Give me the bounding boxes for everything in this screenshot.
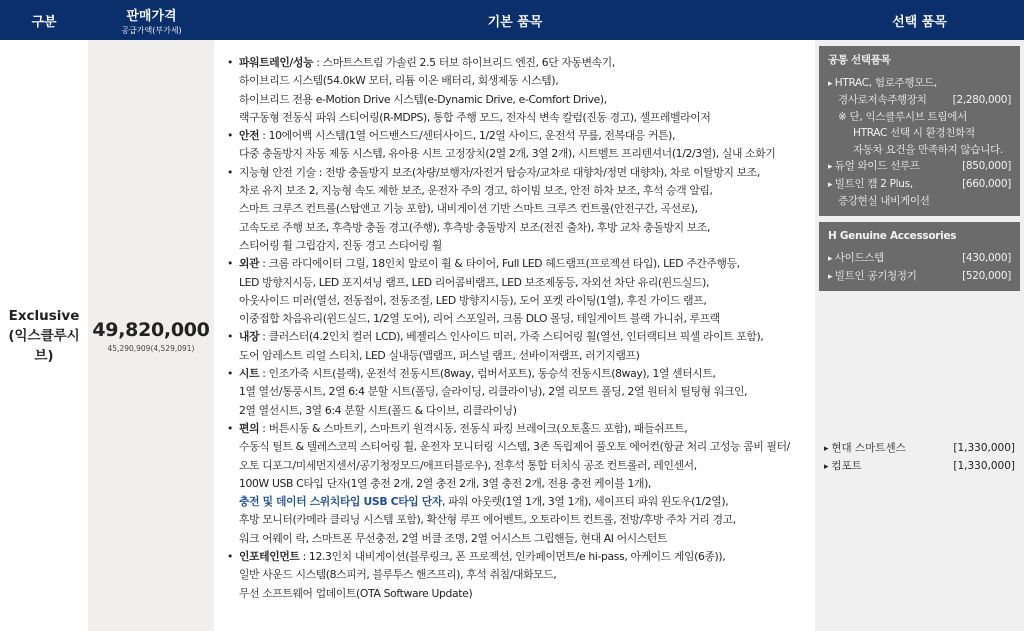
accessory-item [828, 268, 1011, 286]
basic-item-section [223, 365, 815, 420]
basic-item-line [239, 328, 815, 346]
accessory-item [828, 250, 1011, 268]
basic-item-text: : 10에어백 시스템(1열 어드밴스드/센터사이드, 1/2열 사이드, 운전석 무릎, 전복대응 커튼), [259, 129, 676, 143]
common-options-box [819, 46, 1020, 216]
option-name: ▸ 빌트인 캠 2 Plus, [828, 176, 913, 194]
basic-item-label: 파워트레인/성능 [239, 56, 314, 69]
option-price: [850,000] [962, 160, 1011, 172]
basic-item-text: 하이브리드 시스템(54.0kW 모터, 리튬 이온 배터리, 회생제동 시스템), [239, 74, 559, 88]
option-price: [1,330,000] [953, 442, 1015, 454]
basic-item-text: : 크롬 라디에이터 그릴, 18인치 알로이 휠 & 타이어, Full LED 헤드램프(프로젝션 타입), LED 주간주행등, [259, 257, 740, 271]
basic-item-text: 차로 유지 보조 2, 지능형 속도 제한 보조, 운전자 주의 경고, 하이빔 보조, 안전 하차 보조, 후석 승객 알림, [239, 184, 713, 198]
option-items [815, 40, 1024, 631]
basic-item-text: 스티어링 휠 그립감지, 진동 경고 스티어링 휠 [239, 238, 443, 252]
basic-item-text: 무선 소프트웨어 업데이트(OTA Software Update) [239, 586, 473, 600]
basic-item-line [239, 402, 815, 420]
option-price: [520,000] [962, 269, 1011, 282]
basic-item-line [239, 438, 815, 456]
option-price: [1,330,000] [953, 460, 1015, 472]
basic-item-text: 1열 열선/통풍시트, 2열 6:4 분할 시트(폴딩, 슬라이딩, 리클라이닝), 2열 리모트 폴딩, 2열 원터치 틸팅형 워크인, [239, 385, 748, 399]
basic-item-label: 인포테인먼트 [239, 550, 300, 564]
basic-item-text: 2열 열선시트, 3열 6:4 분할 시트(폴드 & 다이브, 리클라이닝) [239, 403, 517, 417]
accessories-box [819, 222, 1020, 292]
basic-item-section [223, 420, 815, 548]
basic-item-line [239, 548, 815, 566]
header-basic: 기본 품목 [487, 14, 543, 30]
basic-item-line [239, 237, 815, 255]
basic-item-line [239, 200, 815, 218]
header-price-label: 판매가격 [126, 8, 177, 24]
trim-cell [0, 40, 88, 631]
price-total: 49,820,000 [92, 318, 210, 341]
header-price [88, 0, 215, 40]
basic-item-line [239, 310, 815, 328]
highlighted-feature: 충전 및 데이터 스위치타입 USB C타입 단자 [239, 495, 442, 509]
header-trim: 구분 [31, 14, 57, 30]
package-item [824, 440, 1015, 458]
basic-item-text: 다중 충돌방지 자동 제동 시스템, 유아용 시트 고정장치(2열 2개, 3열 2개), 시트벨트 프리텐셔너(1/2/3열), 실내 소화기 [239, 147, 776, 161]
basic-item-text: : 클러스터(4.2인치 컬러 LCD), 베젤리스 인사이드 미러, 가죽 스티어링 휠(열선, 인터랙티브 픽셀 라이트 포함), [259, 330, 764, 344]
basic-item-line [239, 219, 815, 237]
basic-item-text: 워크 어웨이 락, 스마트폰 무선충전, 2열 버클 조명, 2열 어시스트 그립핸들, 현대 AI 어시스턴트 [239, 531, 668, 545]
basic-item-text: , 파워 아웃렛(1열 1개, 3열 1개), 세이프티 파워 윈도우(1/2열), [441, 495, 729, 509]
header-price-sub: 공급가액(부가세) [121, 25, 182, 35]
basic-item-line [239, 164, 815, 182]
basic-item-text: : 스마트스트림 가솔린 2.5 터보 하이브리드 엔진, 6단 자동변속기, [313, 56, 615, 69]
option-note: HTRAC 선택 시 환경친화적 [853, 127, 975, 139]
option-name: ▸ 사이드스텝 [828, 250, 884, 268]
option-sunroof [828, 158, 1011, 176]
option-name: 증강현실 내비게이션 [838, 195, 930, 207]
basic-item-line [239, 511, 815, 529]
option-htrac-line2 [828, 92, 1011, 109]
package-options [819, 440, 1020, 476]
basic-item-text: : 인조가죽 시트(블랙), 운전석 전동시트(8way, 럼버서포트), 동승석 전동시트(8way), 1열 센터시트, [259, 367, 716, 381]
basic-item-section [223, 54, 815, 127]
basic-item-section [223, 255, 815, 328]
basic-item-line [239, 255, 815, 273]
option-price: [2,280,000] [952, 94, 1011, 106]
basic-item-line [239, 383, 815, 401]
basic-item-text: 이중접합 차음유리(윈드실드, 1/2열 도어), 리어 스포일러, 크롬 DLO 몰딩, 테일게이트 블랙 가니쉬, 루프랙 [239, 312, 720, 326]
basic-item-text: 후방 모니터(카메라 클리닝 시스템 포함), 확산형 루프 에어벤트, 오토라이트 컨트롤, 전방/후방 주차 거리 경고, [239, 513, 736, 527]
basic-item-line [239, 72, 815, 90]
basic-item-line [239, 420, 815, 438]
basic-item-line [239, 585, 815, 603]
basic-item-line [239, 347, 815, 365]
common-options-title: 공통 선택품목 [828, 54, 891, 66]
basic-item-line [239, 127, 815, 145]
basic-item-line [239, 54, 815, 72]
basic-item-line [239, 292, 815, 310]
price-cell [88, 40, 215, 631]
basic-item-label: 외관 [239, 257, 260, 271]
basic-item-line [239, 530, 815, 548]
basic-item-section [223, 164, 815, 255]
basic-item-label: 편의 [239, 421, 260, 435]
price-sub: 45,290,909(4,529,091) [107, 343, 195, 353]
option-name: ▸ HTRAC, 험로주행모드, [828, 75, 937, 93]
basic-item-line [239, 145, 815, 163]
package-item [824, 458, 1015, 476]
basic-item-text: 스마트 크루즈 컨트롤(스탑앤고 기능 포함), 내비게이션 기반 스마트 크루즈 컨트롤(안전구간, 곡선로), [239, 202, 698, 216]
basic-item-text: 하이브리드 전용 e-Motion Drive 시스템(e-Dynamic Drive, e-Comfort Drive), [239, 92, 607, 106]
basic-item-line [239, 475, 815, 493]
option-name: ▸ 현대 스마트센스 [824, 440, 906, 458]
basic-item-text: LED 방향지시등, LED 포지셔닝 램프, LED 리어콤비램프, LED 보조제동등, 자외선 차단 유리(윈드실드), [239, 275, 710, 289]
trim-name: Exclusive [8, 307, 80, 324]
basic-item-text: 100W USB C타입 단자(1열 충전 2개, 2열 충전 2개, 3열 충전 2개, 전용 충전 케이블 1개), [239, 476, 652, 490]
basic-item-text: 일반 사운드 시스템(8스피커, 블루투스 핸즈프리), 후석 취침/대화모드, [239, 568, 557, 582]
basic-item-line [239, 493, 815, 511]
option-price: [430,000] [962, 252, 1011, 264]
option-cam [828, 176, 1011, 194]
basic-item-text: 오토 디포그/미세먼지센서/공기청정모드/애프터블로우), 전후석 통합 터치식 공조 컨트롤러, 레인센서, [239, 458, 697, 472]
accessories-title: H Genuine Accessories [828, 229, 957, 242]
basic-item-line [239, 566, 815, 584]
option-price: [660,000] [962, 177, 1011, 190]
basic-item-label: 안전 [239, 129, 260, 143]
option-note: ※ 단, 익스클루시브 트림에서 [838, 110, 967, 123]
option-name: ▸ 빌트인 공기청정기 [828, 268, 917, 286]
basic-item-line [239, 109, 815, 127]
basic-items [215, 40, 815, 631]
basic-item-text: : 12.3인치 내비게이션(블루링크, 폰 프로젝션, 인카페이먼트/e hi-pass, 아케이드 게임(6종)), [299, 550, 726, 564]
basic-item-line [239, 91, 815, 109]
basic-item-text: 수동식 틸트 & 텔레스코픽 스티어링 휠, 운전자 모니터링 시스템, 3존 독립제어 풀오토 에어컨(항균 처리 고성능 콤비 필터/ [239, 440, 790, 454]
basic-item-line [239, 274, 815, 292]
basic-item-text: 도어 암레스트 리얼 스티치, LED 실내등(맵램프, 퍼스널 램프, 선바이저램프, 러기지램프) [239, 348, 640, 362]
basic-item-text: 고속도로 주행 보조, 후측방 충돌 경고(주행), 후측방 충돌방지 보조(전진 출차), 후방 교차 충돌방지 보조, [239, 220, 711, 234]
option-name: ▸ 듀얼 와이드 선루프 [828, 158, 920, 176]
basic-item-label: 내장 [239, 330, 260, 344]
basic-item-text: 랙구동형 전동식 파워 스티어링(R-MDPS), 통합 주행 모드, 전자식 변속 칼럼(진동 경고), 셀프레벨라이저 [239, 110, 711, 124]
basic-item-section [223, 328, 815, 365]
basic-item-line [239, 182, 815, 200]
option-name: 경사로저속주행장치 [838, 94, 927, 106]
basic-item-line [239, 365, 815, 383]
option-note: 자동차 요건을 만족하지 않습니다. [853, 143, 1003, 156]
option-name: ▸ 컴포트 [824, 458, 862, 476]
option-htrac [828, 75, 1011, 93]
table-header [0, 0, 1024, 40]
basic-item-label: 시트 [239, 367, 260, 381]
basic-item-text: 아웃사이드 미러(열선, 전동접이, 전동조절, LED 방향지시등), 도어 포켓 라이팅(1열), 후진 가이드 램프, [239, 293, 707, 307]
basic-item-line [239, 457, 815, 475]
header-options: 선택 품목 [892, 14, 947, 30]
basic-item-text: 지능형 안전 기술 : 전방 충돌방지 보조(차량/보행자/자전거 탑승자/교차로 대향차/정면 대향차), 차로 이탈방지 보조, [239, 165, 760, 179]
trim-name-ko: (익스클루시브) [8, 327, 80, 364]
basic-item-text: : 버튼시동 & 스마트키, 스마트키 원격시동, 전동식 파킹 브레이크(오토홀드 포함), 패들쉬프트, [259, 421, 688, 435]
basic-item-section [223, 548, 815, 603]
basic-item-section [223, 127, 815, 164]
